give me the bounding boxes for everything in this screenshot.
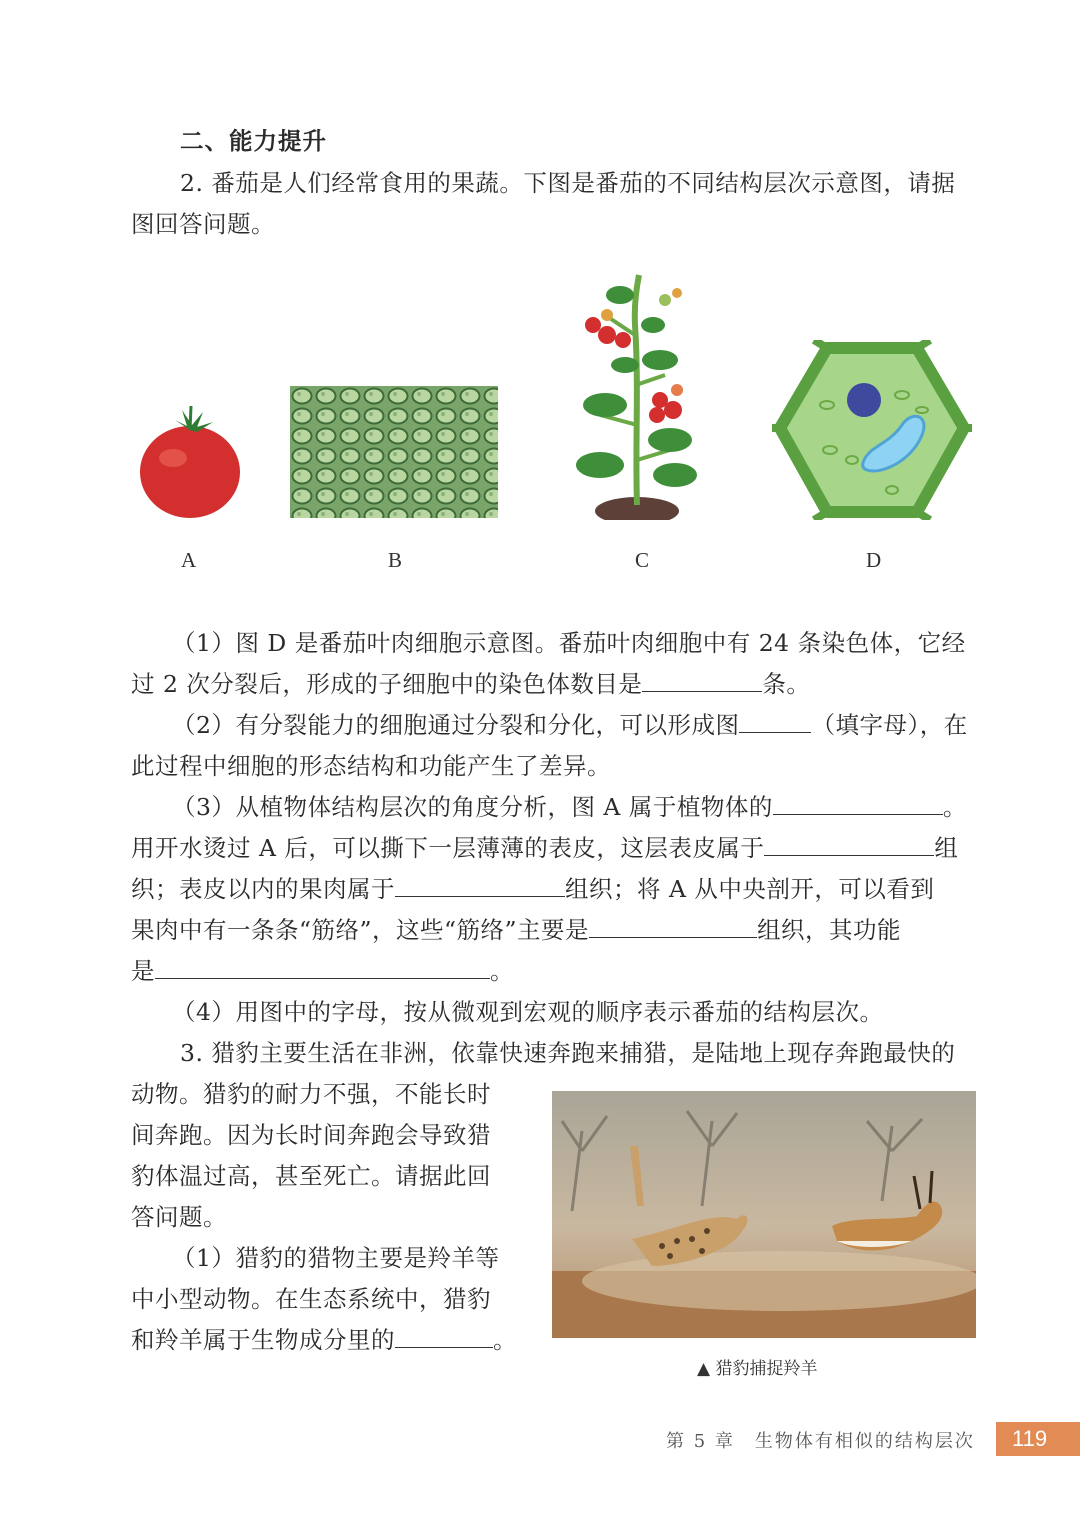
answer-blank[interactable]	[642, 669, 762, 692]
q2-intro-line1: 2. 番茄是人们经常食用的果蔬。下图是番茄的不同结构层次示意图，请据	[180, 169, 956, 197]
answer-blank[interactable]	[739, 710, 811, 733]
q3-p1-line1: （1）猎豹的猎物主要是羚羊等	[172, 1244, 500, 1272]
cheetah-chasing-gazelle-photo	[552, 1091, 976, 1338]
q2-p2-line1: （2）有分裂能力的细胞通过分裂和分化，可以形成图 （填字母），在	[172, 711, 968, 739]
page-number: 119	[1012, 1426, 1048, 1451]
figure-d-plant-cell	[772, 340, 972, 520]
photo-caption: ▲ 猎豹捕捉羚羊	[697, 1359, 818, 1379]
figure-label-d: D	[866, 548, 882, 572]
answer-blank[interactable]	[155, 956, 490, 979]
figure-label-c: C	[635, 548, 650, 572]
q2-p2-line2: 此过程中细胞的形态结构和功能产生了差异。	[131, 752, 611, 780]
answer-blank[interactable]	[764, 833, 934, 856]
q2-p3-line4: 果肉中有一条条“筋络”，这些“筋络”主要是 组织，其功能	[131, 916, 902, 944]
q2-p1-line1: （1）图 D 是番茄叶肉细胞示意图。番茄叶肉细胞中有 24 条染色体，它经	[172, 629, 966, 657]
q2-p3-line2: 用开水烫过 A 后，可以撕下一层薄薄的表皮，这层表皮属于 组	[131, 834, 959, 862]
q2-intro-line2: 图回答问题。	[131, 210, 275, 238]
q2-p1-line2: 过 2 次分裂后，形成的子细胞中的染色体数目是 条。	[131, 670, 811, 698]
q3-line2: 动物。猎豹的耐力不强，不能长时	[131, 1080, 491, 1108]
answer-blank[interactable]	[395, 1325, 493, 1348]
answer-blank[interactable]	[395, 874, 565, 897]
section-title: 二、能力提升	[180, 127, 327, 155]
q2-p3-line1: （3）从植物体结构层次的角度分析，图 A 属于植物体的 。	[172, 793, 967, 821]
q3-p1-line2: 中小型动物。在生态系统中，猎豹	[131, 1285, 491, 1313]
answer-blank[interactable]	[773, 792, 943, 815]
figure-a-tomato-fruit	[135, 400, 245, 522]
q2-p4-line1: （4）用图中的字母，按从微观到宏观的顺序表示番茄的结构层次。	[172, 998, 884, 1026]
q3-line5: 答问题。	[131, 1203, 227, 1231]
q2-p3-line5: 是 。	[131, 957, 514, 985]
q3-line3: 间奔跑。因为长时间奔跑会导致猎	[131, 1121, 491, 1149]
footer-chapter-title: 第 5 章 生物体有相似的结构层次	[666, 1431, 975, 1452]
q3-line1: 3. 猎豹主要生活在非洲，依靠快速奔跑来捕猎，是陆地上现存奔跑最快的	[180, 1039, 956, 1067]
q3-p1-line3: 和羚羊属于生物成分里的 。	[131, 1326, 517, 1354]
figure-c-tomato-plant	[565, 265, 705, 520]
figure-b-tissue-micrograph	[290, 386, 498, 518]
figure-label-a: A	[181, 548, 197, 572]
figure-label-b: B	[388, 548, 403, 572]
q2-p3-line3: 织；表皮以内的果肉属于 组织；将 A 从中央剖开，可以看到	[131, 875, 935, 903]
answer-blank[interactable]	[589, 915, 757, 938]
q3-line4: 豹体温过高，甚至死亡。请据此回	[131, 1162, 491, 1190]
